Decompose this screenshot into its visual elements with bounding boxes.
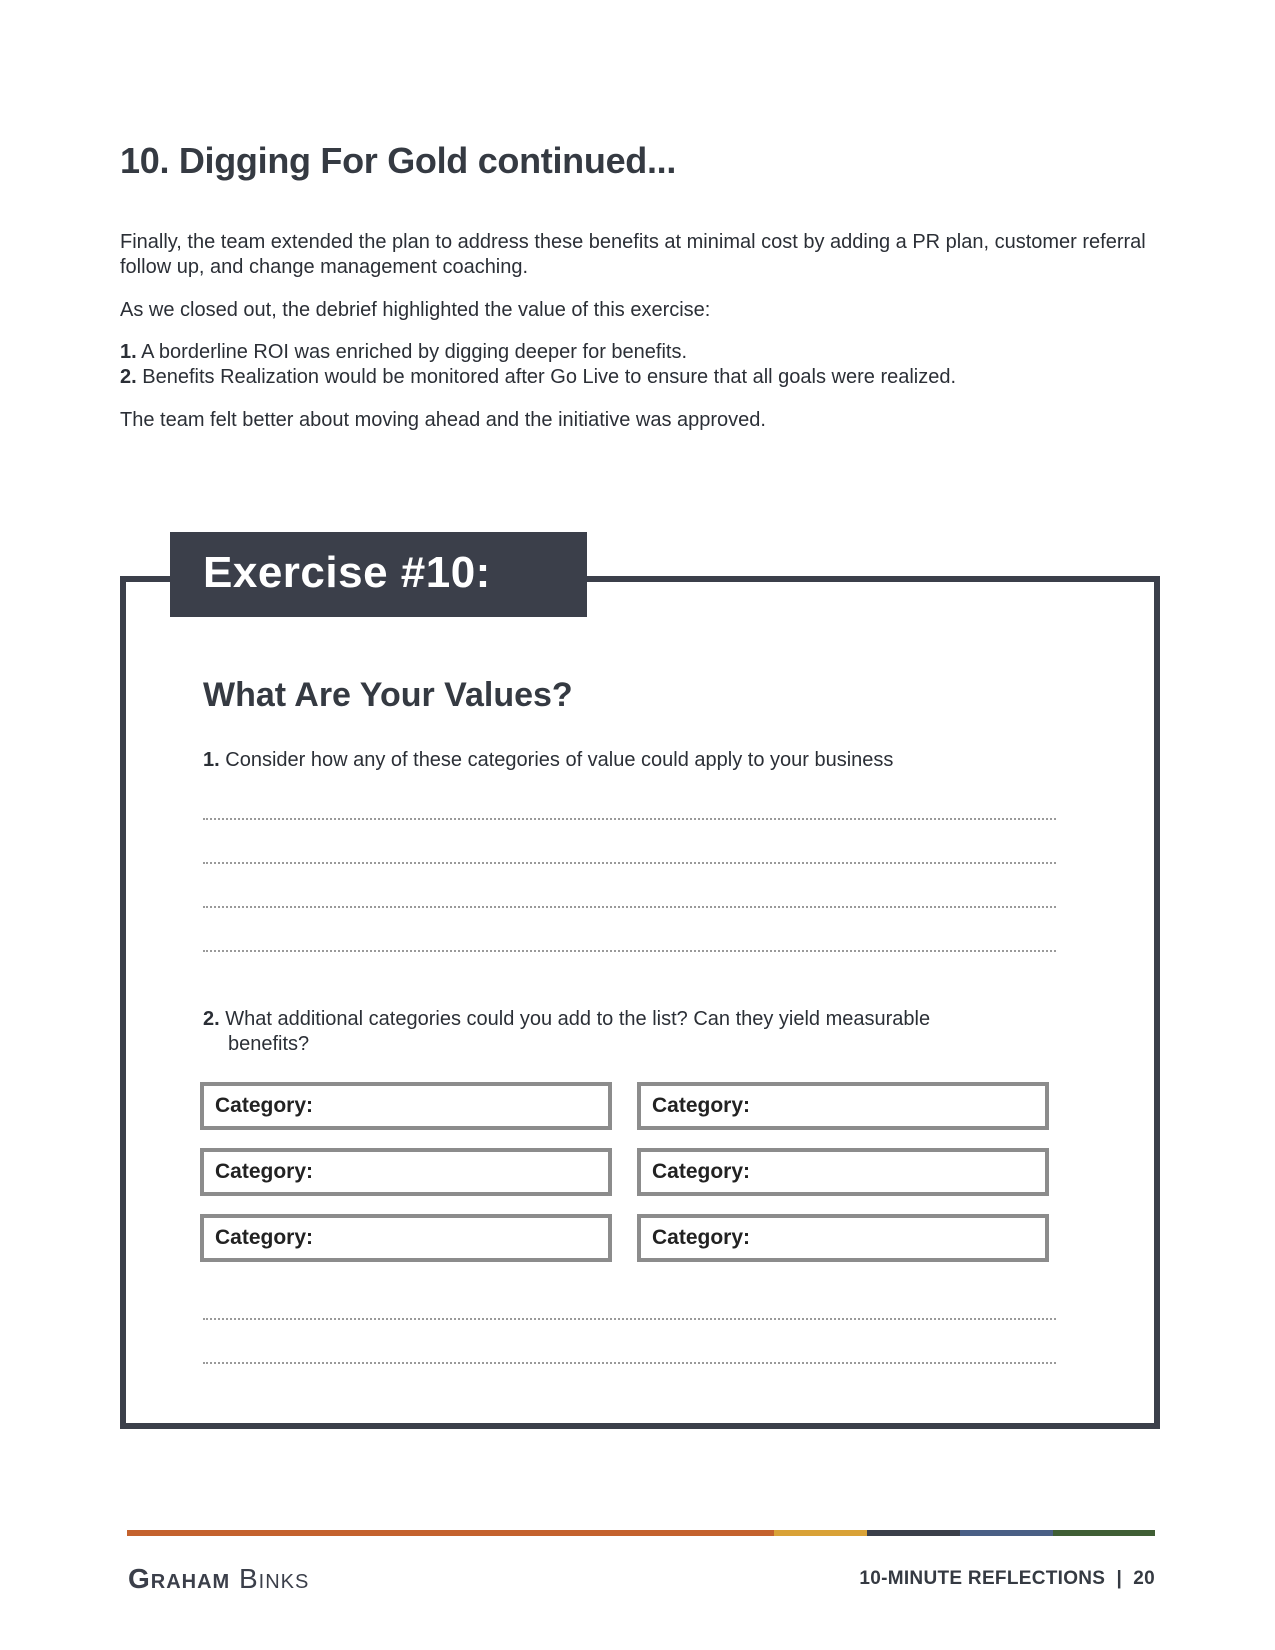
list-text: A borderline ROI was enriched by digging deeper for benefits. xyxy=(141,341,688,363)
footer-stripe-segment xyxy=(127,1530,774,1536)
category-field[interactable] xyxy=(200,1214,612,1262)
category-field[interactable] xyxy=(200,1148,612,1196)
category-label: Category: xyxy=(652,1094,751,1117)
footer-brand xyxy=(128,1563,309,1595)
page-title: 10. Digging For Gold continued... xyxy=(120,140,677,181)
category-label: Category: xyxy=(652,1226,751,1249)
footer-page-info xyxy=(859,1568,1155,1590)
question-1 xyxy=(203,748,893,773)
question-text: Consider how any of these categories of value could apply to your business xyxy=(225,749,894,771)
category-field[interactable] xyxy=(637,1148,1049,1196)
list-number: 2. xyxy=(120,366,137,388)
answer-line[interactable] xyxy=(203,862,1056,864)
category-field[interactable] xyxy=(637,1082,1049,1130)
exercise-subtitle: What Are Your Values? xyxy=(203,676,573,714)
footer-stripe-segment xyxy=(1053,1530,1155,1536)
answer-line[interactable] xyxy=(203,950,1056,952)
category-label: Category: xyxy=(215,1160,314,1183)
answer-line[interactable] xyxy=(203,906,1056,908)
list-item xyxy=(120,340,1160,365)
intro-paragraph-2: As we closed out, the debrief highlighted the value of this exercise: xyxy=(120,299,711,321)
answer-line[interactable] xyxy=(203,1362,1056,1364)
footer-separator: | xyxy=(1116,1568,1123,1589)
list-number: 1. xyxy=(120,341,137,363)
footer-stripe-segment xyxy=(960,1530,1053,1536)
question-2 xyxy=(203,1007,998,1057)
footer-book-title: 10-MINUTE REFLECTIONS xyxy=(859,1568,1106,1589)
page-number: 20 xyxy=(1133,1568,1155,1589)
intro-paragraph-1: Finally, the team extended the plan to address these benefits at minimal cost by adding a PR plan, customer referral follow up, and change management coaching. xyxy=(120,231,1146,278)
category-field[interactable] xyxy=(200,1082,612,1130)
brand-first-name: Graham xyxy=(128,1563,231,1594)
list-text: Benefits Realization would be monitored after Go Live to ensure that all goals were realized. xyxy=(142,366,957,388)
answer-line[interactable] xyxy=(203,1318,1056,1320)
category-field[interactable] xyxy=(637,1214,1049,1262)
footer-stripe-segment xyxy=(774,1530,867,1536)
footer-stripe-segment xyxy=(867,1530,960,1536)
answer-line[interactable] xyxy=(203,818,1056,820)
question-number: 1. xyxy=(203,749,220,771)
category-label: Category: xyxy=(652,1160,751,1183)
list-item xyxy=(120,365,1160,390)
exercise-title: Exercise #10: xyxy=(203,548,491,597)
category-label: Category: xyxy=(215,1226,314,1249)
category-label: Category: xyxy=(215,1094,314,1117)
question-number: 2. xyxy=(203,1008,220,1030)
question-text: What additional categories could you add to the list? Can they yield measurable benefits? xyxy=(225,1008,931,1055)
brand-last-name: Binks xyxy=(239,1563,310,1594)
intro-paragraph-3: The team felt better about moving ahead and the initiative was approved. xyxy=(120,409,766,431)
